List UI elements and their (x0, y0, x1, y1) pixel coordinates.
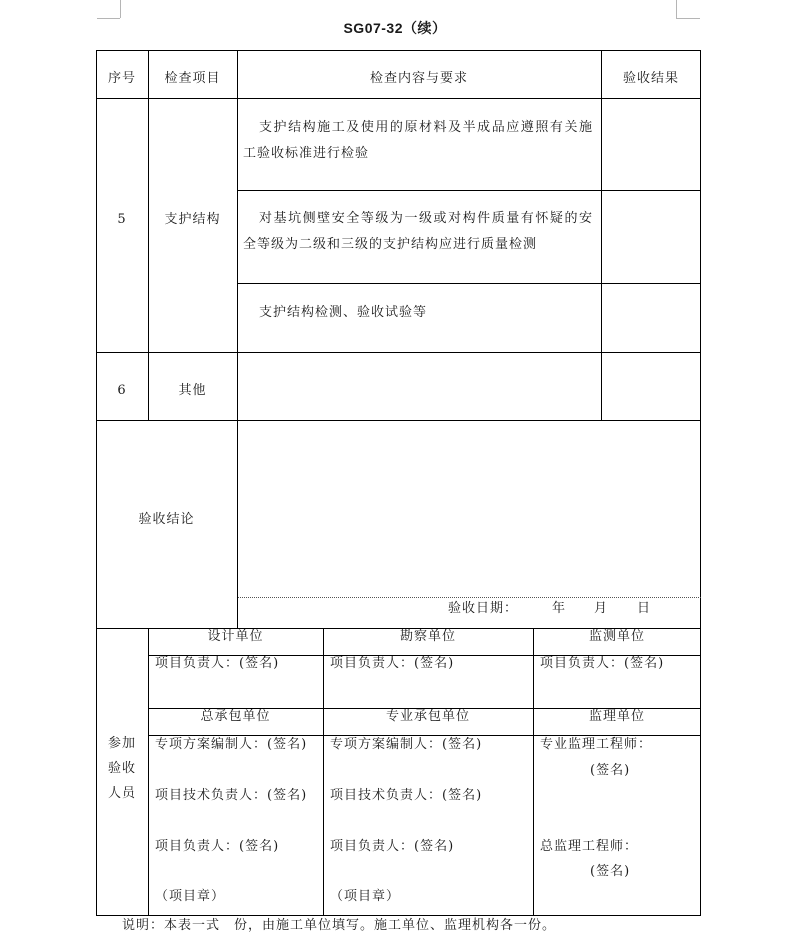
table-rule (148, 628, 149, 916)
table-rule (96, 420, 701, 421)
signer-line (155, 737, 307, 753)
header-requirements: 检查内容与要求 (369, 71, 468, 86)
signature-placeholder: (签名) (590, 763, 631, 778)
signature-placeholder: (签名) (442, 788, 483, 803)
requirement-text: 支护结构检测、验收试验等 (259, 305, 428, 320)
signature-placeholder: (签名) (414, 839, 455, 854)
table-rule (96, 98, 701, 99)
row-item: 其他 (178, 383, 207, 398)
signature-placeholder: (签名) (239, 656, 280, 671)
signer-role: 项目负责人： (330, 839, 415, 854)
inspection-table (96, 50, 701, 916)
table-rule (148, 735, 701, 736)
unit-name-specialty-contractor: 专业承包单位 (385, 709, 470, 724)
unit-name-design: 设计单位 (207, 629, 264, 644)
table-rule (237, 283, 701, 284)
table-rule (601, 50, 602, 420)
signature-placeholder: (签名) (239, 839, 280, 854)
signer-line (330, 788, 482, 804)
participants-label: 参加验收人员 (108, 736, 137, 801)
row-item: 支护结构 (164, 212, 221, 227)
signature-placeholder: (签名) (267, 788, 308, 803)
signer-line (330, 737, 482, 753)
date-day-label: 日 (637, 601, 652, 616)
signer-line (330, 656, 454, 672)
signer-role: 项目负责人： (155, 656, 240, 671)
table-rule (237, 190, 701, 191)
signer-line (540, 656, 664, 672)
signer-role: 专项方案编制人： (330, 737, 443, 752)
header-index: 序号 (107, 71, 136, 86)
signer-line (155, 656, 279, 672)
signature-placeholder: (签名) (414, 656, 455, 671)
header-result: 验收结果 (622, 71, 679, 86)
signer-role: 专业监理工程师： (540, 737, 653, 752)
header-item: 检查项目 (164, 71, 221, 86)
conclusion-label: 验收结论 (138, 512, 195, 527)
crop-mark-top-left (120, 0, 121, 18)
signer-line (155, 788, 307, 804)
signature-placeholder: (签名) (442, 737, 483, 752)
table-rule (96, 352, 701, 353)
crop-mark-top-right (676, 0, 677, 18)
row-index: 5 (117, 212, 127, 227)
acceptance-date-label: 验收日期： (448, 601, 519, 616)
row-index: 6 (117, 383, 127, 398)
project-seal-label: （项目章） (155, 889, 226, 904)
unit-name-monitoring: 监测单位 (588, 629, 645, 644)
date-year-label: 年 (552, 601, 567, 616)
requirement-text: 对基坑侧壁安全等级为一级或对构件质量有怀疑的安全等级为二级和三级的支护结构应进行质量检测 (243, 211, 593, 252)
unit-name-survey: 勘察单位 (399, 629, 456, 644)
table-rule (323, 628, 324, 916)
crop-mark-top-left (97, 18, 120, 19)
signer-role: 项目负责人： (330, 656, 415, 671)
date-dotted-rule (237, 597, 701, 598)
table-rule (533, 628, 534, 916)
project-seal-label: （项目章） (330, 889, 401, 904)
signer-role: 项目技术负责人： (330, 788, 443, 803)
signer-role: 项目技术负责人： (155, 788, 268, 803)
signature-placeholder: (签名) (624, 656, 665, 671)
signer-role: 总监理工程师： (540, 839, 639, 854)
signature-placeholder: (签名) (590, 864, 631, 879)
signature-placeholder: (签名) (267, 737, 308, 752)
unit-name-supervision: 监理单位 (588, 709, 645, 724)
signer-line (155, 839, 279, 855)
signer-role: 项目负责人： (540, 656, 625, 671)
unit-name-general-contractor: 总承包单位 (200, 709, 271, 724)
table-rule (237, 50, 238, 628)
requirement-text: 支护结构施工及使用的原材料及半成品应遵照有关施工验收标准进行检验 (243, 120, 593, 161)
date-month-label: 月 (594, 601, 609, 616)
crop-mark-top-right (676, 18, 700, 19)
footer-note: 说明：本表一式 份，由施工单位填写。施工单位、监理机构各一份。 (122, 918, 557, 933)
form-title: SG07-32（续） (343, 20, 447, 36)
table-rule (148, 50, 149, 420)
signer-line (330, 839, 454, 855)
signer-role: 项目负责人： (155, 839, 240, 854)
signer-role: 专项方案编制人： (155, 737, 268, 752)
